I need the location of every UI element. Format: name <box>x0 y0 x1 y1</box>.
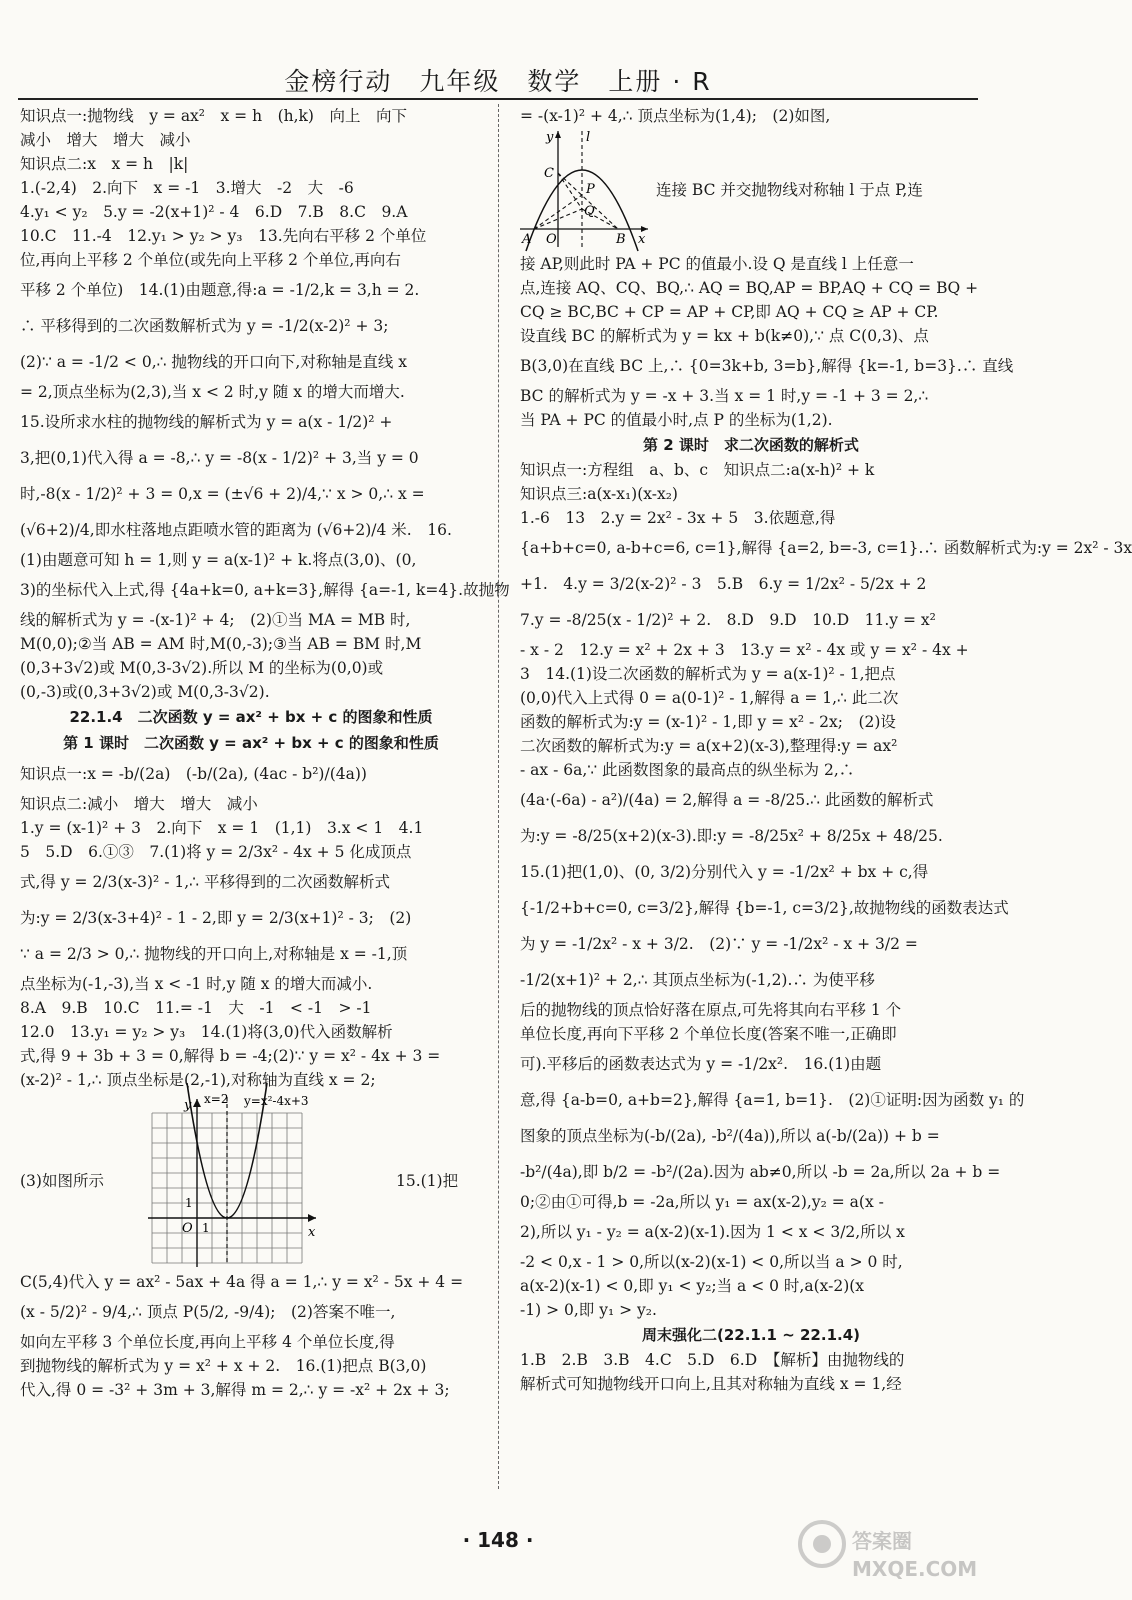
text-line: (0,-3)或(0,3+3√2)或 M(0,3-3√2). <box>20 683 270 701</box>
text-line: 解析式可知抛物线开口向上,且其对称轴为直线 x = 1,经 <box>520 1375 902 1393</box>
text-line: 式,得 9 + 3b + 3 = 0,解得 b = -4;(2)∵ y = x² - 4x + 3 = <box>20 1047 441 1065</box>
unit-x-label: 1 <box>202 1221 210 1235</box>
site-watermark <box>792 1514 982 1584</box>
weekend-heading: 周末强化二(22.1.1 ~ 22.1.4) <box>641 1326 860 1344</box>
bc-label-o: O <box>546 232 557 247</box>
text-line: 可).平移后的函数表达式为 y = -1/2x². 16.(1)由题 <box>520 1055 882 1073</box>
text-line: 知识点二:减小 增大 增大 减小 <box>20 795 258 813</box>
text-line: (2)∵ a = -1/2 < 0,∴ 抛物线的开口向下,对称轴是直线 x <box>20 353 408 371</box>
text-line: 到抛物线的解析式为 y = x² + x + 2. 16.(1)把点 B(3,0) <box>20 1357 427 1375</box>
parabola-figure-row <box>20 1092 482 1270</box>
y-axis-arrow <box>193 1099 201 1107</box>
watermark-line2: MXQE.COM <box>852 1557 978 1581</box>
bc-label-a: A <box>522 232 532 247</box>
text-line: 当 PA + PC 的值最小时,点 P 的坐标为(1,2). <box>520 411 833 429</box>
text-line: 12.0 13.y₁ = y₂ > y₃ 14.(1)将(3,0)代入函数解析 <box>20 1023 393 1041</box>
text-line: 2),所以 y₁ - y₂ = a(x-2)(x-1).因为 1 < x < 3/2,所以 x <box>520 1223 905 1241</box>
bc-label-l: l <box>586 130 591 145</box>
bc-label-c: C <box>544 166 554 181</box>
text-line: 3 14.(1)设二次函数的解析式为 y = a(x-1)² - 1,把点 <box>520 665 896 683</box>
text-line: 知识点二:x x = h |k| <box>20 155 189 173</box>
text-line: 图象的顶点坐标为(-b/(2a), -b²/(4a)),所以 a(-b/(2a)) + b = <box>520 1127 940 1145</box>
text-line: 1.(-2,4) 2.向下 x = -1 3.增大 -2 大 -6 <box>20 179 354 197</box>
text-line: - ax - 6a,∵ 此函数图象的最高点的纵坐标为 2,∴ <box>520 761 855 779</box>
bc-label-p: P <box>586 182 595 197</box>
text-line: {-1/2+b+c=0, c=3/2},解得 {b=-1, c=3/2},故抛物线的函数表达式 <box>520 899 1009 917</box>
text-line: (0,0)代入上式得 0 = a(0-1)² - 1,解得 a = 1,∴ 此二次 <box>520 689 899 707</box>
text-line: 平移 2 个单位) 14.(1)由题意,得:a = -1/2,k = 3,h = 2. <box>20 281 420 299</box>
text-line: 代入,得 0 = -3² + 3m + 3,解得 m = 2,∴ y = -x² + 2x + 3; <box>20 1381 450 1399</box>
bc-parabola-graph <box>520 129 650 251</box>
text-line: 4.y₁ < y₂ 5.y = -2(x+1)² - 4 6.D 7.B 8.C 9.A <box>20 203 408 221</box>
text-line: 接 AP,则此时 PA + PC 的值最小.设 Q 是直线 l 上任意一 <box>520 255 914 273</box>
left-text-block-a <box>20 104 510 704</box>
text-line: 15.设所求水柱的抛物线的解析式为 y = a(x - 1/2)² + <box>20 413 393 431</box>
text-line: 10.C 11.-4 12.y₁ > y₂ > y₃ 13.先向右平移 2 个单位 <box>20 227 427 245</box>
text-line: 1.B 2.B 3.B 4.C 5.D 6.D 【解析】由抛物线的 <box>520 1351 905 1369</box>
text-line: - x - 2 12.y = x² + 2x + 3 13.y = x² - 4x 或 y = x² - 4x + <box>520 641 969 659</box>
text-line: (4a·(-6a) - a²)/(4a) = 2,解得 a = -8/25.∴ 此函数的解析式 <box>520 791 934 809</box>
text-line: 8.A 9.B 10.C 11.= -1 大 -1 < -1 > -1 <box>20 999 372 1017</box>
text-line: {a+b+c=0, a-b+c=6, c=1},解得 {a=2, b=-3, c=1}.∴ 函数解析式为:y = 2x² - 3x <box>520 539 1132 557</box>
lesson-2-heading: 第 2 课时 求二次函数的解析式 <box>643 436 859 454</box>
y-axis-label: y <box>184 1098 192 1113</box>
text-line: 函数的解析式为:y = (x-1)² - 1,即 y = x² - 2x; (2)设 <box>520 713 896 731</box>
right-text-block-c <box>520 458 1132 1322</box>
text-line: 单位长度,再向下平移 2 个单位长度(答案不唯一,正确即 <box>520 1025 897 1043</box>
right-text-block-a <box>520 104 982 128</box>
page-number: · 148 · <box>462 1528 534 1552</box>
bc-figure-row <box>520 128 982 252</box>
text-line: 线的解析式为 y = -(x-1)² + 4; (2)①当 MA = MB 时, <box>20 611 411 629</box>
text-line: 知识点一:x = -b/(2a) (-b/(2a), (4ac - b²)/(4a)) <box>20 765 367 783</box>
figure-caption-right: 15.(1)把 <box>396 1172 459 1190</box>
text-line: 减小 增大 增大 减小 <box>20 131 191 149</box>
text-line: (√6+2)/4,即水柱落地点距喷水管的距离为 (√6+2)/4 米. 16. <box>20 521 452 539</box>
text-line: 式,得 y = 2/3(x-3)² - 1,∴ 平移得到的二次函数解析式 <box>20 873 390 891</box>
header-rule <box>18 98 978 100</box>
text-line: (1)由题意可知 h = 1,则 y = a(x-1)² + k.将点(3,0)、(0, <box>20 551 417 569</box>
right-text-block-b <box>520 252 1014 432</box>
equation-label: y=x²-4x+3 <box>244 1094 309 1108</box>
x-axis-label: x <box>308 1225 316 1240</box>
text-line: (0,3+3√2)或 M(0,3-3√2).所以 M 的坐标为(0,0)或 <box>20 659 384 677</box>
text-line: 1.y = (x-1)² + 3 2.向下 x = 1 (1,1) 3.x < 1 4.1 <box>20 819 424 837</box>
text-line: 7.y = -8/25(x - 1/2)² + 2. 8.D 9.D 10.D 11.y = x² <box>520 611 936 629</box>
text-line: 设直线 BC 的解析式为 y = kx + b(k≠0),∵ 点 C(0,3)、点 <box>520 327 929 345</box>
text-line: -2 < 0,x - 1 > 0,所以(x-2)(x-1) < 0,所以当 a > 0 时, <box>520 1253 903 1271</box>
text-line: ∴ 平移得到的二次函数解析式为 y = -1/2(x-2)² + 3; <box>20 317 389 335</box>
text-line: 15.(1)把(1,0)、(0, 3/2)分别代入 y = -1/2x² + bx + c,得 <box>520 863 929 881</box>
unit-y-label: 1 <box>185 1196 193 1210</box>
text-line: 如向左平移 3 个单位长度,再向上平移 4 个单位长度,得 <box>20 1333 395 1351</box>
text-line: 知识点一:抛物线 y = ax² x = h (h,k) 向上 向下 <box>20 107 407 125</box>
text-line: BC 的解析式为 y = -x + 3.当 x = 1 时,y = -1 + 3 = 2,∴ <box>520 387 929 405</box>
right-column <box>520 104 1132 1504</box>
text-line: 为:y = 2/3(x-3+4)² - 1 - 2,即 y = 2/3(x+1)² - 3; (2) <box>20 909 412 927</box>
page-header: 金榜行动 九年级 数学 上册 · R <box>284 67 712 96</box>
text-line: (x-2)² - 1,∴ 顶点坐标是(2,-1),对称轴为直线 x = 2; <box>20 1071 376 1089</box>
text-line: 5 5.D 6.①③ 7.(1)将 y = 2/3x² - 4x + 5 化成顶点 <box>20 843 412 861</box>
text-line: 知识点一:方程组 a、b、c 知识点二:a(x-h)² + k <box>520 461 875 479</box>
text-line: -1/2(x+1)² + 2,∴ 其顶点坐标为(-1,2).∴ 为使平移 <box>520 971 875 989</box>
text-line: CQ ≥ BC,BC + CP = AP + CP,即 AQ + CQ ≥ AP + CP. <box>520 303 939 321</box>
text-line: 3)的坐标代入上式,得 {4a+k=0, a+k=3},解得 {a=-1, k=4}.故抛物 <box>20 581 510 599</box>
section-heading: 22.1.4 二次函数 y = ax² + bx + c 的图象和性质 <box>69 708 433 726</box>
x-axis-arrow <box>308 1214 316 1222</box>
text-line: 知识点三:a(x-x₁)(x-x₂) <box>520 485 678 503</box>
text-line: = 2,顶点坐标为(2,3),当 x < 2 时,y 随 x 的增大而增大. <box>20 383 405 401</box>
left-text-block-b <box>20 756 482 1092</box>
bc-label-b: B <box>616 232 626 247</box>
text-line: 点,连接 AQ、CQ、BQ,∴ AQ = BQ,AP = BP,AQ + CQ = BQ + <box>520 279 979 297</box>
text-line: C(5,4)代入 y = ax² - 5ax + 4a 得 a = 1,∴ y = x² - 5x + 4 = <box>20 1273 464 1291</box>
text-line: -b²/(4a),即 b/2 = -b²/(2a).因为 ab≠0,所以 -b = 2a,所以 2a + b = <box>520 1163 1001 1181</box>
left-text-block-c <box>20 1270 482 1402</box>
figure-caption-left: (3)如图所示 <box>20 1172 104 1190</box>
watermark-line1: 答案圈 <box>852 1529 912 1553</box>
text-line: 意,得 {a-b=0, a+b=2},解得 {a=1, b=1}. (2)①证明:因为函数 y₁ 的 <box>520 1091 1025 1109</box>
text-line: -1) > 0,即 y₁ > y₂. <box>520 1301 657 1319</box>
text-line: 0;②由①可得,b = -2a,所以 y₁ = ax(x-2),y₂ = a(x - <box>520 1193 884 1211</box>
text-line: 1.-6 13 2.y = 2x² - 3x + 5 3.依题意,得 <box>520 509 836 527</box>
parabola-graph <box>144 1093 324 1269</box>
bc-figure-caption: 连接 BC 并交抛物线对称轴 l 于点 P,连 <box>656 181 923 199</box>
text-line: = -(x-1)² + 4,∴ 顶点坐标为(1,4); (2)如图, <box>520 107 831 125</box>
bc-label-y: y <box>546 130 554 145</box>
bc-y-axis-arrow <box>555 131 561 138</box>
text-line: 点坐标为(-1,-3),当 x < -1 时,y 随 x 的增大而减小. <box>20 975 373 993</box>
text-line: (x - 5/2)² - 9/4,∴ 顶点 P(5/2, -9/4); (2)答案不唯一, <box>20 1303 396 1321</box>
text-line: 为 y = -1/2x² - x + 3/2. (2)∵ y = -1/2x² - x + 3/2 = <box>520 935 918 953</box>
left-column <box>20 104 510 1504</box>
axis-of-symmetry-label: x=2 <box>204 1092 229 1106</box>
text-line: a(x-2)(x-1) < 0,即 y₁ < y₂;当 a < 0 时,a(x-2)(x <box>520 1277 865 1295</box>
text-line: M(0,0);②当 AB = AM 时,M(0,-3);③当 AB = BM 时,M <box>20 635 422 653</box>
origin-label: O <box>182 1221 193 1236</box>
text-line: 时,-8(x - 1/2)² + 3 = 0,x = (±√6 + 2)/4,∵ x > 0,∴ x = <box>20 485 425 503</box>
lesson-heading: 第 1 课时 二次函数 y = ax² + bx + c 的图象和性质 <box>63 734 439 752</box>
text-line: ∵ a = 2/3 > 0,∴ 抛物线的开口向上,对称轴是 x = -1,顶 <box>20 945 408 963</box>
text-line: B(3,0)在直线 BC 上,∴ {0=3k+b, 3=b},解得 {k=-1, b=3}.∴ 直线 <box>520 357 1014 375</box>
text-line: 3,把(0,1)代入得 a = -8,∴ y = -8(x - 1/2)² + 3,当 y = 0 <box>20 449 419 467</box>
right-text-block-d <box>520 1348 982 1396</box>
text-line: +1. 4.y = 3/2(x-2)² - 3 5.B 6.y = 1/2x² - 5/2x + 2 <box>520 575 927 593</box>
text-line: 位,再向上平移 2 个单位(或先向上平移 2 个单位,再向右 <box>20 251 401 269</box>
text-line: 二次函数的解析式为:y = a(x+2)(x-3),整理得:y = ax² <box>520 737 898 755</box>
text-line: 后的抛物线的顶点恰好落在原点,可先将其向右平移 1 个 <box>520 1001 902 1019</box>
bc-label-x: x <box>638 232 646 247</box>
column-divider <box>498 104 499 1489</box>
text-line: 为:y = -8/25(x+2)(x-3).即:y = -8/25x² + 8/25x + 48/25. <box>520 827 943 845</box>
bc-label-q: Q <box>584 204 595 219</box>
